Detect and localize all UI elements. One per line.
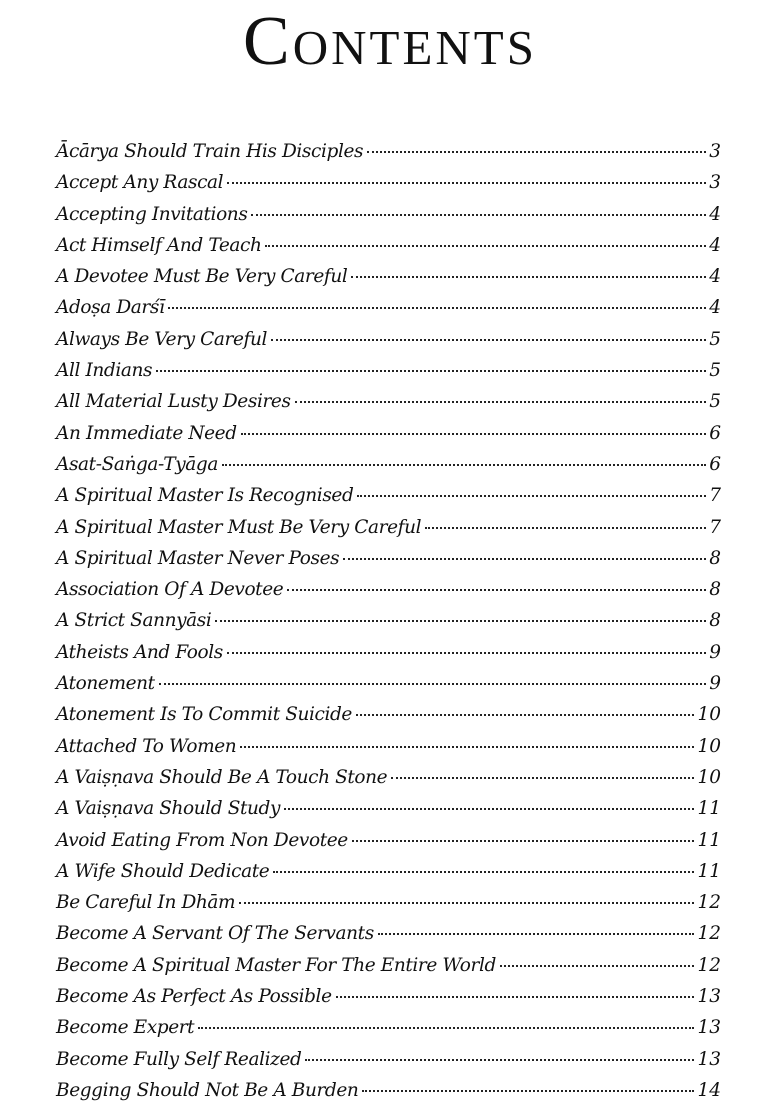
toc-entry: [56, 731, 721, 762]
toc-entry-page-number: 13: [697, 1048, 721, 1070]
toc-entry-page-number: 9: [709, 673, 721, 695]
toc-entry: [56, 825, 721, 856]
toc-entry-page-number: 3: [709, 172, 721, 194]
toc-entry-page-number: 10: [697, 766, 721, 788]
toc-entry-page-number: 11: [697, 829, 721, 851]
toc-entry-title: Begging Should Not Be A Burden: [56, 1079, 359, 1101]
toc-entry-page-number: 12: [697, 923, 721, 945]
toc-entry-page-number: 7: [709, 485, 721, 507]
toc-entry-page-number: 4: [709, 297, 721, 319]
dot-leader: [336, 996, 695, 998]
toc-entry-page-number: 8: [709, 610, 721, 632]
toc-entry: [56, 136, 721, 167]
dot-leader: [362, 1090, 694, 1092]
toc-entry-title: Become A Servant Of The Servants: [56, 923, 374, 945]
toc-entry-title: Atheists And Fools: [56, 641, 223, 663]
toc-entry-title: Always Be Very Careful: [56, 328, 268, 350]
dot-leader: [240, 746, 694, 748]
toc-entry: [56, 574, 721, 605]
toc-entry-title: An Immediate Need: [56, 422, 237, 444]
toc-entry: [56, 418, 721, 449]
toc-entry-title: A Spiritual Master Never Poses: [56, 547, 340, 569]
dot-leader: [343, 558, 706, 560]
toc-entry-page-number: 8: [709, 547, 721, 569]
toc-entry: [56, 605, 721, 636]
toc-entry-title: Become Fully Self Realized: [56, 1048, 302, 1070]
dot-leader: [287, 589, 706, 591]
toc-entry: [56, 199, 721, 230]
toc-entry: [56, 167, 721, 198]
toc-entry-title: All Indians: [56, 360, 153, 382]
toc-entry: [56, 449, 721, 480]
dot-leader: [222, 464, 706, 466]
toc-entry-title: Atonement: [56, 673, 155, 695]
toc-entry-title: A Spiritual Master Must Be Very Careful: [56, 516, 422, 538]
toc-entry-title: A Vaiṣṇava Should Be A Touch Stone: [56, 766, 388, 788]
dot-leader: [227, 182, 706, 184]
toc-entry: [56, 668, 721, 699]
toc-entry-page-number: 4: [709, 203, 721, 225]
dot-leader: [215, 620, 706, 622]
dot-leader: [271, 339, 706, 341]
dot-leader: [284, 808, 694, 810]
toc-entry-page-number: 6: [709, 422, 721, 444]
toc-entry: [56, 261, 721, 292]
toc-entry-title: Avoid Eating From Non Devotee: [56, 829, 348, 851]
toc-entry-title: Become Expert: [56, 1017, 195, 1039]
table-of-contents: [56, 136, 721, 1106]
toc-entry-page-number: 5: [709, 328, 721, 350]
toc-entry-title: A Vaiṣṇava Should Study: [56, 798, 281, 820]
dot-leader: [357, 495, 706, 497]
toc-entry-title: Ācārya Should Train His Disciples: [56, 141, 364, 162]
toc-entry-page-number: 6: [709, 453, 721, 475]
toc-entry: [56, 793, 721, 824]
toc-entry: [56, 292, 721, 323]
toc-entry: [56, 230, 721, 261]
toc-entry: [56, 324, 721, 355]
toc-entry-page-number: 13: [697, 986, 721, 1008]
dot-leader: [227, 652, 706, 654]
toc-entry-title: Become A Spiritual Master For The Entire World: [56, 954, 496, 976]
dot-leader: [425, 527, 706, 529]
dot-leader: [378, 933, 695, 935]
toc-entry-title: Accepting Invitations: [56, 203, 248, 225]
dot-leader: [156, 370, 706, 372]
toc-entry-page-number: 9: [709, 641, 721, 663]
toc-entry: [56, 762, 721, 793]
toc-entry: [56, 981, 721, 1012]
toc-entry-page-number: 7: [709, 516, 721, 538]
dot-leader: [168, 307, 706, 309]
page-title: Contents: [243, 3, 537, 80]
dot-leader: [356, 714, 694, 716]
dot-leader: [239, 902, 694, 904]
dot-leader: [241, 433, 707, 435]
toc-entry-title: A Wife Should Dedicate: [56, 860, 270, 882]
dot-leader: [265, 245, 706, 247]
toc-entry-page-number: 5: [709, 360, 721, 382]
toc-entry-title: Attached To Women: [56, 735, 237, 757]
toc-entry-page-number: 14: [697, 1079, 721, 1101]
toc-entry-title: Asat-Saṅga-Tyāga: [56, 453, 218, 475]
dot-leader: [391, 777, 694, 779]
toc-entry: [56, 887, 721, 918]
dot-leader: [500, 965, 695, 967]
toc-entry-title: Become As Perfect As Possible: [56, 986, 332, 1008]
toc-entry: [56, 918, 721, 949]
dot-leader: [351, 276, 706, 278]
toc-entry-page-number: 12: [697, 892, 721, 914]
dot-leader: [159, 683, 707, 685]
toc-entry-title: All Material Lusty Desires: [56, 391, 291, 413]
toc-entry-title: Adoṣa Darśī: [56, 297, 165, 319]
toc-entry-page-number: 8: [709, 579, 721, 601]
dot-leader: [295, 401, 707, 403]
dot-leader: [305, 1059, 694, 1061]
toc-entry: [56, 386, 721, 417]
toc-entry-title: Be Careful In Dhām: [56, 892, 236, 914]
dot-leader: [273, 871, 694, 873]
toc-entry: [56, 856, 721, 887]
toc-entry-page-number: 10: [697, 735, 721, 757]
toc-entry-title: Atonement Is To Commit Suicide: [56, 704, 352, 726]
toc-entry-title: Accept Any Rascal: [56, 172, 224, 194]
toc-entry-title: A Spiritual Master Is Recognised: [56, 485, 354, 507]
toc-entry-title: Act Himself And Teach: [56, 234, 262, 256]
toc-entry: [56, 950, 721, 981]
toc-entry: [56, 480, 721, 511]
toc-entry-page-number: 10: [697, 704, 721, 726]
toc-entry-title: A Strict Sannyāsi: [56, 610, 212, 632]
toc-entry: [56, 637, 721, 668]
toc-entry: [56, 1075, 721, 1106]
dot-leader: [198, 1027, 694, 1029]
toc-entry: [56, 699, 721, 730]
toc-entry-page-number: 11: [697, 798, 721, 820]
toc-entry: [56, 1012, 721, 1043]
toc-entry-page-number: 4: [709, 266, 721, 288]
toc-entry: [56, 1044, 721, 1075]
dot-leader: [251, 214, 706, 216]
toc-entry-page-number: 3: [709, 141, 721, 162]
toc-entry-title: A Devotee Must Be Very Careful: [56, 266, 348, 288]
toc-entry: [56, 543, 721, 574]
toc-entry-page-number: 13: [697, 1017, 721, 1039]
toc-entry-page-number: 4: [709, 234, 721, 256]
dot-leader: [367, 151, 706, 153]
toc-entry-page-number: 5: [709, 391, 721, 413]
toc-entry-page-number: 11: [697, 860, 721, 882]
toc-entry: [56, 355, 721, 386]
toc-entry-title: Association Of A Devotee: [56, 579, 284, 601]
toc-entry-page-number: 12: [697, 954, 721, 976]
toc-entry: [56, 512, 721, 543]
dot-leader: [352, 840, 695, 842]
